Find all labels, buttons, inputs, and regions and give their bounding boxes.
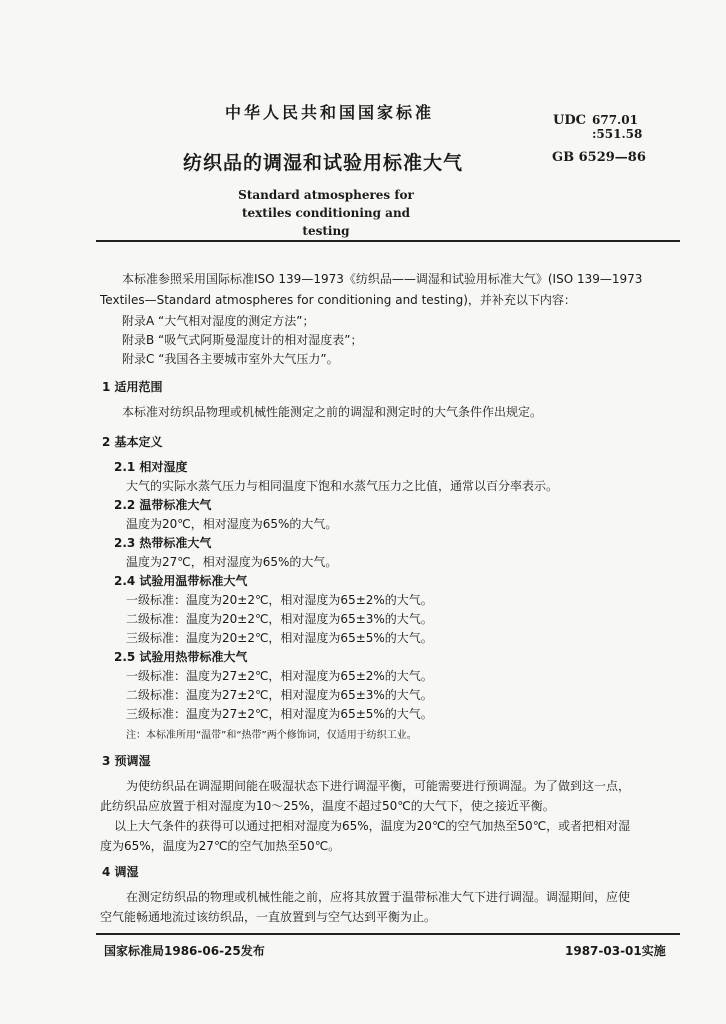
section2-5-item: 三级标准：温度为27±2℃，相对湿度为65±5%的大气。 [126,707,433,721]
section4-line2: 空气能畅通地流过该纺织品，一直放置到与空气达到平衡为止。 [100,910,437,924]
section3-p1-line1: 为使纺织品在调湿期间能在吸湿状态下进行调湿平衡，可能需要进行预调湿。为了做到这一点， [126,779,631,793]
title-en-line2: textiles conditioning and testing [241,206,411,238]
section3-heading: 3 预调湿 [102,754,151,768]
section2-4-item: 一级标准：温度为20±2℃，相对湿度为65±2%的大气。 [126,593,433,607]
section1-text: 本标准对纺织品物理或机械性能测定之前的调湿和测定时的大气条件作出规定。 [122,405,543,419]
intro-line2: Textiles—Standard atmospheres for conditioning and testing)，并补充以下内容： [100,293,576,307]
gb-number: GB 6529—86 [552,150,646,165]
udc-label: UDC [553,113,586,128]
bottom-divider [96,933,680,935]
section1-heading: 1 适用范围 [102,380,163,394]
document-title-cn: 纺织品的调湿和试验用标准大气 [183,152,464,174]
section3-p2-line1: 以上大气条件的获得可以通过把相对湿度为65%，温度为20℃的空气加热至50℃，或者把相对湿 [114,819,631,833]
section3-p1-line2: 此纺织品应放置于相对湿度为10～25%，温度不超过50℃的大气下，使之接近平衡。 [100,799,555,813]
udc-code-line1: 677.01 [592,113,638,127]
top-divider [96,240,680,242]
udc-code-line2: :551.58 [592,127,643,141]
section2-1-heading: 2.1 相对湿度 [114,460,188,474]
section2-5-heading: 2.5 试验用热带标准大气 [114,650,248,664]
section2-2-text: 温度为20℃，相对湿度为65%的大气。 [126,517,338,531]
section2-4-heading: 2.4 试验用温带标准大气 [114,574,248,588]
section2-5-item: 二级标准：温度为27±2℃，相对湿度为65±3%的大气。 [126,688,433,702]
section2-4-item: 二级标准：温度为20±2℃，相对湿度为65±3%的大气。 [126,612,433,626]
document-title-en [222,186,430,240]
effective-date: 1987-03-01实施 [565,944,666,958]
section2-note: 注：本标准所用“温带”和“热带”两个修饰词，仅适用于纺织工业。 [126,730,417,741]
section2-2-heading: 2.2 温带标准大气 [114,498,212,512]
section2-4-item: 三级标准：温度为20±2℃，相对湿度为65±5%的大气。 [126,631,433,645]
appendix-a: 附录A “大气相对湿度的测定方法”； [122,314,315,328]
udc-code [592,113,642,141]
section2-3-heading: 2.3 热带标准大气 [114,536,212,550]
issue-date: 国家标准局1986-06-25发布 [104,944,265,958]
title-en-line1: Standard atmospheres for [238,188,414,202]
appendix-c: 附录C “我国各主要城市室外大气压力”。 [122,352,339,366]
intro-line1: 本标准参照采用国际标准ISO 139—1973《纺织品——调湿和试验用标准大气》(ISO 139—1973 [122,272,643,286]
section2-heading: 2 基本定义 [102,435,163,449]
national-standard-heading: 中华人民共和国国家标准 [225,103,435,122]
section4-heading: 4 调湿 [102,865,139,879]
section2-5-item: 一级标准：温度为27±2℃，相对湿度为65±2%的大气。 [126,669,433,683]
section4-line1: 在测定纺织品的物理或机械性能之前，应将其放置于温带标准大气下进行调湿。调湿期间，应使 [126,890,631,904]
section2-3-text: 温度为27℃，相对湿度为65%的大气。 [126,555,338,569]
section3-p2-line2: 度为65%，温度为27℃的空气加热至50℃。 [100,839,341,853]
section2-1-text: 大气的实际水蒸气压力与相同温度下饱和水蒸气压力之比值，通常以百分率表示。 [126,479,559,493]
appendix-b: 附录B “吸气式阿斯曼湿度计的相对湿度表”； [122,333,363,347]
